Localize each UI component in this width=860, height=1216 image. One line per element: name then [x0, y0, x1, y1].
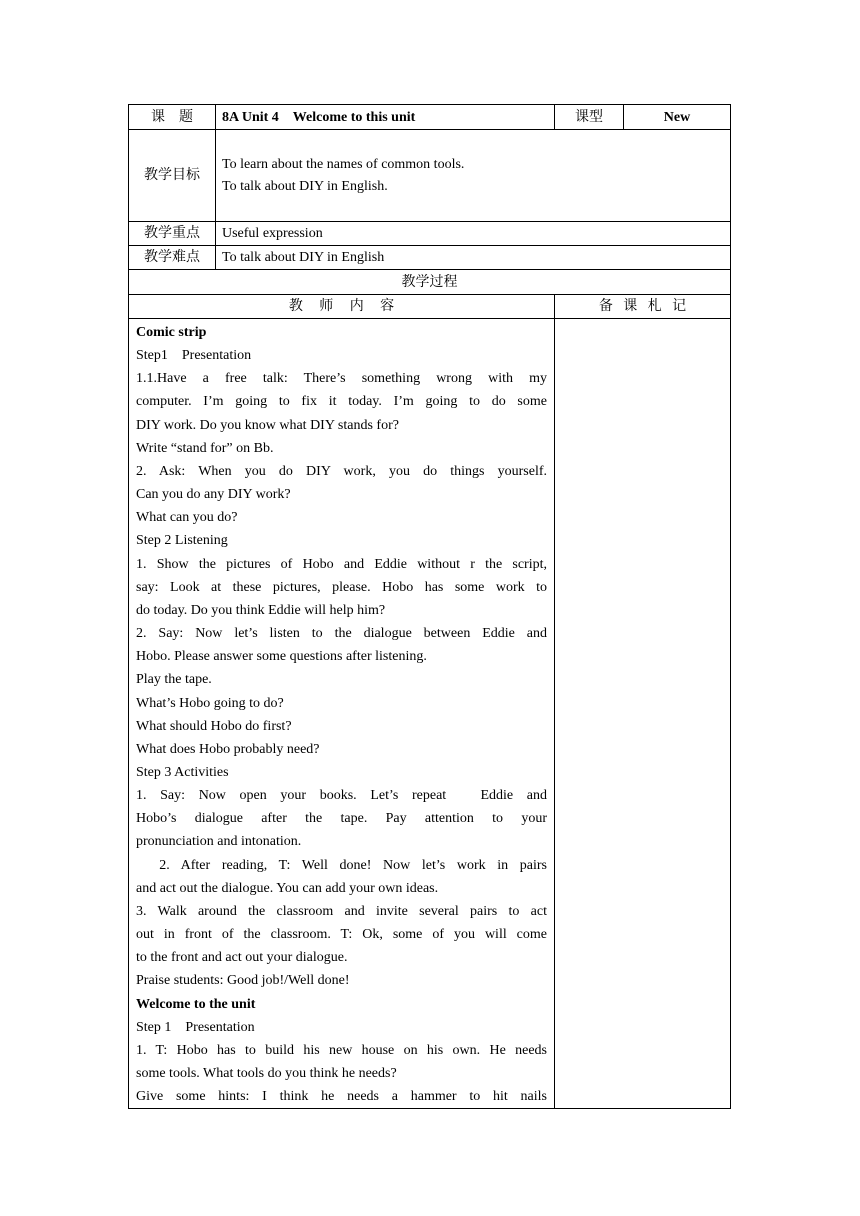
- lesson-plan-table: [128, 104, 731, 1109]
- content-line: computer. I’m going to fix it today. I’m going to do some: [136, 394, 547, 410]
- content-line: 2. Ask: When you do DIY work, you do things yourself.: [136, 463, 547, 479]
- teacher-content-header: 教 师 内 容: [129, 295, 555, 319]
- key-points-row: [129, 222, 731, 246]
- key-points-label: 教学重点: [129, 222, 216, 246]
- topic-label: 课 题: [129, 105, 216, 130]
- content-line: 1. Say: Now open your books. Let’s repeat Eddie and: [136, 788, 547, 804]
- process-title-row: [129, 270, 731, 295]
- content-line: and act out the dialogue. You can add your own ideas.: [136, 880, 439, 896]
- content-line: pronunciation and intonation.: [136, 834, 302, 850]
- content-line: 2. After reading, T: Well done! Now let’s work in pairs: [136, 857, 548, 873]
- content-line: Hobo’s dialogue after the tape. Pay attention to your: [136, 811, 547, 827]
- content-line: Can you do any DIY work?: [136, 487, 291, 503]
- content-line: Give some hints: I think he needs a hammer to hit nails: [136, 1089, 547, 1105]
- content-line: 1. T: Hobo has to build his new house on his own. He needs: [136, 1042, 547, 1058]
- content-line: Step1 Presentation: [136, 348, 252, 364]
- objectives-label: 教学目标: [129, 130, 216, 222]
- content-line: DIY work. Do you know what DIY stands for?: [136, 417, 399, 433]
- teacher-content: [129, 319, 555, 1109]
- content-row: [129, 319, 731, 1109]
- content-line: 1.1.Have a free talk: There’s something wrong with my: [136, 371, 547, 387]
- content-line: Welcome to the unit: [136, 996, 256, 1012]
- process-title: 教学过程: [129, 270, 731, 295]
- content-line: What’s Hobo going to do?: [136, 695, 284, 711]
- header-row: [129, 105, 731, 130]
- content-line: Comic strip: [136, 325, 207, 340]
- content-line: Praise students: Good job!/Well done!: [136, 973, 350, 989]
- objective-line-1: To learn about the names of common tools.: [222, 156, 465, 172]
- content-line: Step 1 Presentation: [136, 1019, 255, 1035]
- objective-line-2: To talk about DIY in English.: [222, 178, 388, 194]
- content-line: Step 3 Activities: [136, 764, 229, 780]
- content-line: say: Look at these pictures, please. Hobo has some work to: [136, 579, 547, 595]
- objectives-value: [216, 130, 731, 222]
- content-line: What can you do?: [136, 510, 238, 526]
- key-points-value: Useful expression: [216, 222, 731, 246]
- difficulties-label: 教学难点: [129, 246, 216, 270]
- notes-cell: [555, 319, 731, 1109]
- content-line: Write “stand for” on Bb.: [136, 440, 274, 456]
- content-line: out in front of the classroom. T: Ok, some of you will come: [136, 927, 547, 943]
- type-label: 课型: [555, 105, 624, 130]
- difficulties-row: [129, 246, 731, 270]
- objectives-row: [129, 130, 731, 222]
- content-line: What should Hobo do first?: [136, 718, 292, 734]
- column-header-row: [129, 295, 731, 319]
- content-line: do today. Do you think Eddie will help him?: [136, 602, 386, 618]
- topic-value: 8A Unit 4 Welcome to this unit: [216, 105, 555, 130]
- content-line: some tools. What tools do you think he needs?: [136, 1066, 397, 1081]
- content-line: What does Hobo probably need?: [136, 741, 320, 757]
- content-line: 1. Show the pictures of Hobo and Eddie without r the script,: [136, 556, 547, 572]
- content-line: 2. Say: Now let’s listen to the dialogue between Eddie and: [136, 626, 547, 642]
- content-line: 3. Walk around the classroom and invite several pairs to act: [136, 903, 547, 919]
- content-line: Play the tape.: [136, 672, 212, 688]
- difficulties-value: To talk about DIY in English: [216, 246, 731, 270]
- content-line: to the front and act out your dialogue.: [136, 950, 348, 966]
- content-line: Hobo. Please answer some questions after listening.: [136, 649, 427, 665]
- type-value: New: [624, 105, 731, 130]
- notes-header: 备 课 札 记: [555, 295, 731, 319]
- content-line: Step 2 Listening: [136, 533, 228, 549]
